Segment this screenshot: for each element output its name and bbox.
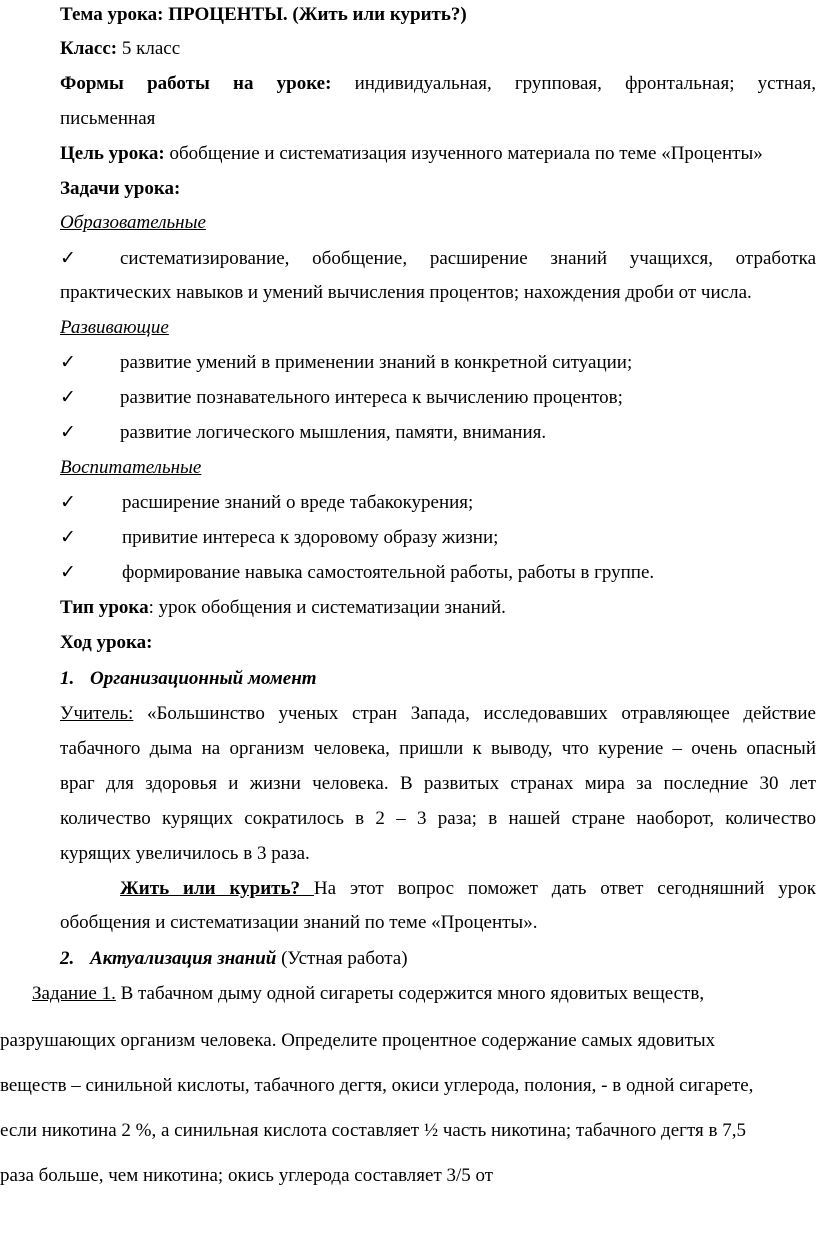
teacher-line: табачного дыма на организм человека, пришли к выводу, что курение – очень опасный (60, 738, 816, 759)
developing-item: развитие познавательного интереса к вычислению процентов; (120, 387, 623, 408)
tasks-heading: Задачи урока: (60, 178, 181, 199)
teacher-line: курящих увеличилось в 3 раза. (60, 843, 310, 864)
educational-item: систематизирование, обобщение, расширение знаний учащихся, отработка (120, 248, 816, 269)
upbringing-item: расширение знаний о вреде табакокурения; (122, 492, 474, 513)
upbringing-heading: Воспитательные (60, 457, 202, 478)
teacher-line: количество курящих сократилось в 2 – 3 раза; в нашей стране наоборот, количество (60, 808, 816, 829)
task1-line: разрушающих организм человека. Определите процентное содержание самых ядовитых (0, 1030, 716, 1051)
task1-line: веществ – синильной кислоты, табачного дегтя, окиси углерода, полония, - в одной сигарете, (0, 1075, 754, 1096)
question-line-cont: обобщения и систематизации знаний по теме «Проценты». (60, 912, 538, 933)
lesson-goal: Цель урока: обобщение и систематизация изученного материала по теме «Проценты» (60, 143, 763, 164)
lesson-grade: Класс: 5 класс (60, 38, 181, 59)
check-icon: ✓ (60, 492, 76, 513)
lesson-type: Тип урока: урок обобщения и систематизации знаний. (60, 597, 506, 618)
check-icon: ✓ (60, 352, 76, 373)
work-forms: Формы работы на уроке: индивидуальная, групповая, фронтальная; устная, (60, 73, 816, 94)
work-forms-cont: письменная (60, 108, 156, 129)
check-icon: ✓ (60, 422, 76, 443)
developing-heading: Развивающие (60, 317, 169, 338)
task1-line: раза больше, чем никотина; окись углерода составляет 3/5 от (0, 1165, 494, 1186)
section1-heading: 1. Организационный момент (60, 668, 317, 689)
check-icon: ✓ (60, 248, 76, 269)
teacher-line: Учитель: «Большинство ученых стран Запада, исследовавших отравляющее действие (60, 703, 816, 724)
developing-item: развитие логического мышления, памяти, внимания. (120, 422, 547, 443)
upbringing-item: привитие интереса к здоровому образу жизни; (122, 527, 499, 548)
check-icon: ✓ (60, 527, 76, 548)
upbringing-item: формирование навыка самостоятельной работы, работы в группе. (122, 562, 655, 583)
teacher-line: враг для здоровья и жизни человека. В развитых странах мира за последние 30 лет (60, 773, 816, 794)
course-heading: Ход урока: (60, 632, 153, 653)
section2-heading: 2. Актуализация знаний (Устная работа) (60, 948, 408, 969)
developing-item: развитие умений в применении знаний в конкретной ситуации; (120, 352, 633, 373)
check-icon: ✓ (60, 387, 76, 408)
task1-line: Задание 1. В табачном дыму одной сигареты содержится много ядовитых веществ, (32, 983, 705, 1004)
check-icon: ✓ (60, 562, 76, 583)
question-line: Жить или курить? На этот вопрос поможет дать ответ сегодняшний урок (120, 878, 816, 899)
educational-item-cont: практических навыков и умений вычисления процентов; нахождения дроби от числа. (60, 282, 752, 303)
lesson-topic: Тема урока: ПРОЦЕНТЫ. (Жить или курить?) (60, 4, 467, 25)
task1-line: если никотина 2 %, а синильная кислота составляет ½ часть никотина; табачного дегтя в 7,5 (0, 1120, 746, 1141)
educational-heading: Образовательные (60, 212, 206, 233)
